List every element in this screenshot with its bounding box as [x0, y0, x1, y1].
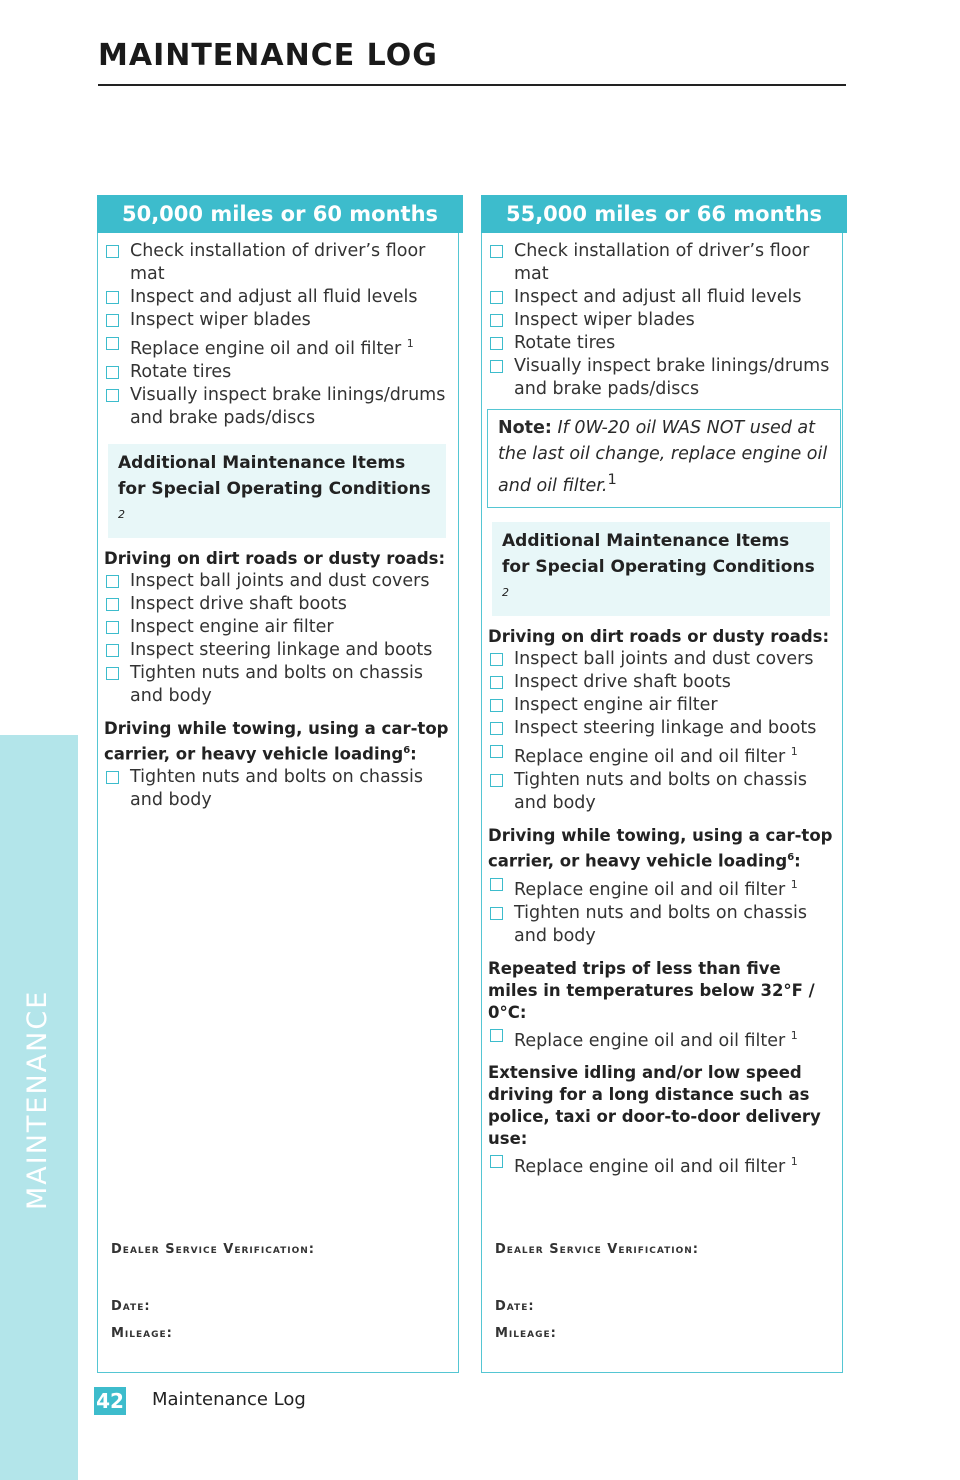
condition-heading: [488, 958, 834, 1024]
title-divider: [98, 84, 846, 86]
special-conditions-heading: [492, 522, 830, 617]
page-title: MAINTENANCE LOG: [98, 38, 438, 73]
checklist-item[interactable]: [488, 694, 834, 717]
checklist-item[interactable]: [488, 717, 834, 740]
checkbox-icon[interactable]: [106, 598, 119, 611]
checklist-item[interactable]: [488, 769, 834, 815]
checklist-item[interactable]: [488, 648, 834, 671]
checkbox-icon[interactable]: [106, 644, 119, 657]
checklist-item[interactable]: [488, 286, 834, 309]
checklist-item-text: Inspect ball joints and dust covers: [514, 649, 814, 670]
checkbox-icon[interactable]: [106, 621, 119, 634]
checklist-item-text: Tighten nuts and bolts on chassis and body: [130, 766, 423, 810]
checklist-item-text: Inspect wiper blades: [514, 310, 695, 330]
mileage-label: Mileage:: [495, 1326, 557, 1341]
footnote-marker: 1: [790, 1028, 798, 1042]
checklist-item-text: Tighten nuts and bolts on chassis and body: [130, 663, 423, 707]
footer-section-title: Maintenance Log: [152, 1389, 306, 1410]
checklist-item[interactable]: [488, 240, 834, 286]
condition-heading: [488, 1062, 834, 1150]
checklist-item[interactable]: [104, 616, 450, 639]
dealer-verification-label: Dealer Service Verification:: [111, 1242, 316, 1257]
right-column: [481, 195, 843, 1373]
note-label: Note:: [498, 418, 552, 438]
footnote-marker: 1: [790, 877, 798, 891]
checklist-item-text: Visually inspect brake linings/drums and brake pads/discs: [514, 356, 830, 399]
checkbox-icon[interactable]: [106, 291, 119, 304]
condition-title: Driving while towing, using a car-top carrier, or heavy vehicle loading: [104, 719, 449, 764]
mileage-label: Mileage:: [111, 1326, 173, 1341]
checkbox-icon[interactable]: [490, 653, 503, 666]
checklist-item[interactable]: [488, 1024, 834, 1053]
checklist-item[interactable]: [488, 309, 834, 332]
note-text: If 0W-20 oil WAS NOT used at the last oil change, replace engine oil and oil filter.: [498, 418, 828, 496]
footnote-marker: 6: [403, 745, 411, 757]
condition-title: Extensive idling and/or low speed driving for a long distance such as police, taxi or door-to-door delivery use:: [488, 1063, 821, 1149]
checkbox-icon[interactable]: [490, 337, 503, 350]
checklist-item-text: Inspect ball joints and dust covers: [130, 571, 430, 592]
checkbox-icon[interactable]: [490, 314, 503, 327]
checklist-item-text: Inspect drive shaft boots: [130, 594, 347, 615]
checklist-item-text: Inspect engine air filter: [130, 617, 334, 638]
checklist-item[interactable]: [104, 662, 450, 708]
checkbox-icon[interactable]: [106, 314, 119, 327]
checklist-item-text: Rotate tires: [130, 361, 232, 382]
checkbox-icon[interactable]: [490, 878, 503, 891]
checklist-item-text: Tighten nuts and bolts on chassis and body: [514, 770, 807, 814]
checklist-item-text: Check installation of driver’s floor mat: [514, 241, 810, 284]
checklist-item[interactable]: [104, 309, 450, 332]
checklist-item-text: Inspect drive shaft boots: [514, 672, 731, 693]
checkbox-icon[interactable]: [490, 745, 503, 758]
checklist-item[interactable]: [488, 1150, 834, 1179]
checklist-item-text: Inspect steering linkage and boots: [514, 718, 817, 739]
checkbox-icon[interactable]: [106, 667, 119, 680]
checkbox-icon[interactable]: [490, 291, 503, 304]
footnote-marker: 1: [607, 471, 617, 488]
checklist-item[interactable]: [104, 766, 450, 812]
right-column-header: 55,000 miles or 66 months: [481, 195, 847, 233]
checklist-item-text: Inspect and adjust all fluid levels: [514, 287, 802, 307]
checklist-item[interactable]: [104, 332, 450, 361]
date-label: Date:: [495, 1299, 535, 1314]
checklist-item[interactable]: [488, 355, 834, 401]
checklist-item[interactable]: [104, 639, 450, 662]
condition-title-end: :: [794, 851, 801, 871]
checklist-item-text: Tighten nuts and bolts on chassis and body: [514, 902, 807, 946]
checklist-item-text: Replace engine oil and oil filter: [514, 747, 786, 768]
checklist-item-text: Check installation of driver’s floor mat: [130, 241, 426, 284]
checklist-item-text: Inspect engine air filter: [514, 695, 718, 716]
footnote-marker: 1: [790, 745, 798, 759]
checklist-item[interactable]: [104, 361, 450, 384]
checklist-item-text: Replace engine oil and oil filter: [514, 1030, 786, 1051]
footnote-marker: 2: [118, 507, 125, 521]
condition-title: Driving while towing, using a car-top carrier, or heavy vehicle loading: [488, 826, 833, 871]
oil-note: [487, 409, 841, 508]
checkbox-icon[interactable]: [490, 722, 503, 735]
condition-heading: [488, 626, 834, 648]
condition-heading: [488, 825, 834, 873]
checkbox-icon[interactable]: [106, 389, 119, 402]
dealer-verification-label: Dealer Service Verification:: [495, 1242, 700, 1257]
checklist-item[interactable]: [104, 286, 450, 309]
checklist-item[interactable]: [104, 240, 450, 286]
footnote-marker: 6: [787, 852, 795, 864]
footnote-marker: 2: [502, 585, 509, 599]
footnote-marker: 1: [406, 337, 414, 350]
left-column-body: [104, 240, 450, 812]
date-label: Date:: [111, 1299, 151, 1314]
checklist-item[interactable]: [104, 570, 450, 593]
checkbox-icon[interactable]: [490, 676, 503, 689]
checkbox-icon[interactable]: [106, 337, 119, 350]
checklist-item-text: Inspect and adjust all fluid levels: [130, 287, 418, 307]
condition-heading: [104, 718, 450, 766]
checkbox-icon[interactable]: [490, 360, 503, 373]
right-column-body: [488, 240, 834, 1179]
left-column-header: 50,000 miles or 60 months: [97, 195, 463, 233]
checklist-item-text: Inspect steering linkage and boots: [130, 640, 433, 661]
checklist-item[interactable]: [488, 332, 834, 355]
condition-title: Driving on dirt roads or dusty roads:: [104, 549, 446, 569]
checklist-item[interactable]: [488, 902, 834, 948]
checkbox-icon[interactable]: [490, 245, 503, 258]
left-column: [97, 195, 459, 1373]
checkbox-icon[interactable]: [490, 699, 503, 712]
checklist-item-text: Replace engine oil and oil filter: [514, 1157, 786, 1178]
condition-title-end: :: [410, 744, 417, 764]
checkbox-icon[interactable]: [490, 907, 503, 920]
checklist-item[interactable]: [488, 740, 834, 769]
condition-title: Repeated trips of less than five miles in temperatures below 32°F / 0°C:: [488, 958, 815, 1022]
checklist-item-text: Inspect wiper blades: [130, 310, 311, 330]
special-conditions-title: Additional Maintenance Items for Special Operating Conditions: [502, 530, 815, 577]
checklist-item-text: Replace engine oil and oil filter: [130, 338, 402, 359]
checklist-item-text: Visually inspect brake linings/drums and brake pads/discs: [130, 384, 446, 428]
checklist-item-text: Rotate tires: [514, 333, 616, 353]
special-conditions-title: Additional Maintenance Items for Special Operating Conditions: [118, 452, 431, 499]
special-conditions-heading: [108, 444, 446, 539]
condition-heading: [104, 548, 450, 570]
side-label: MAINTENANCE: [22, 989, 53, 1210]
checklist-item[interactable]: [104, 593, 450, 616]
checkbox-icon[interactable]: [490, 774, 503, 787]
checkbox-icon[interactable]: [106, 575, 119, 588]
checklist-item[interactable]: [488, 873, 834, 902]
checkbox-icon[interactable]: [490, 1029, 503, 1042]
checkbox-icon[interactable]: [490, 1155, 503, 1168]
checkbox-icon[interactable]: [106, 366, 119, 379]
checklist-item[interactable]: [488, 671, 834, 694]
checklist-item-text: Replace engine oil and oil filter: [514, 879, 786, 900]
checkbox-icon[interactable]: [106, 245, 119, 258]
footnote-marker: 1: [790, 1155, 798, 1169]
checklist-item[interactable]: [104, 384, 450, 430]
page-number: 42: [94, 1387, 126, 1415]
checkbox-icon[interactable]: [106, 771, 119, 784]
condition-title: Driving on dirt roads or dusty roads:: [488, 627, 830, 647]
